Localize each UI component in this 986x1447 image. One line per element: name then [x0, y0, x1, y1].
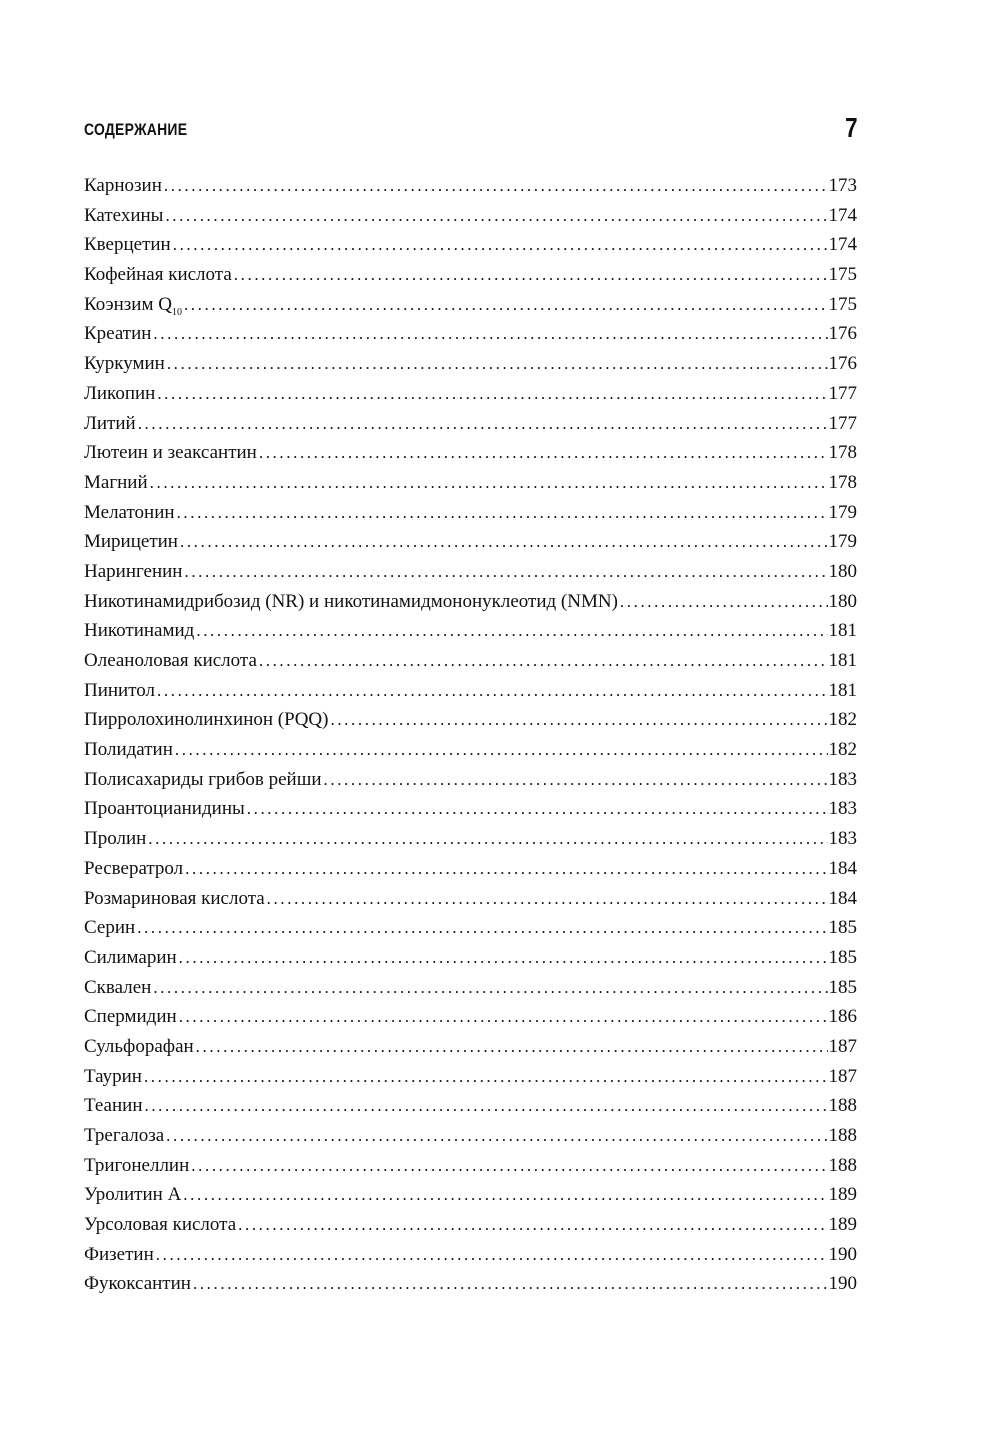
- toc-entry-title-text: Мелатонин: [84, 501, 175, 523]
- toc-entry: [84, 973, 857, 1003]
- toc-entry-page: 188: [828, 1154, 857, 1176]
- dot-leader: [179, 943, 828, 973]
- toc-entry-page: 184: [828, 887, 857, 909]
- toc-entry: [84, 260, 857, 290]
- dot-leader: [137, 913, 827, 943]
- toc-entry-page: 180: [828, 590, 857, 612]
- toc-entry-title: [84, 319, 153, 349]
- dot-leader: [167, 349, 828, 379]
- toc-entry-page: 183: [828, 798, 857, 820]
- toc-entry-title: [84, 1180, 183, 1210]
- toc-entry-title-text: Карнозин: [84, 175, 162, 196]
- toc-entry-title-text: Проантоцианидины: [84, 798, 245, 820]
- toc-entry-title-text: Катехины: [84, 204, 164, 226]
- toc-entry-page: 185: [828, 976, 857, 998]
- toc-entry-page: 185: [828, 946, 857, 968]
- toc-entry: [84, 557, 857, 587]
- dot-leader: [153, 319, 827, 349]
- toc-entry: [84, 1240, 857, 1270]
- dot-leader: [177, 498, 828, 528]
- toc-entry-page: 187: [828, 1065, 857, 1087]
- toc-entry-title-text: Силимарин: [84, 946, 177, 968]
- toc-entry-page: 185: [828, 917, 857, 939]
- toc-entry-title: [84, 1210, 238, 1240]
- toc-entry-title: [84, 1002, 179, 1032]
- dot-leader: [185, 854, 827, 884]
- toc-entry-title-text: Пирролохинолинхинон (PQQ): [84, 709, 329, 731]
- toc-entry-title-text: Урсоловая кислота: [84, 1214, 237, 1236]
- toc-entry: [84, 824, 857, 854]
- dot-leader: [175, 735, 828, 765]
- toc-entry-page: 183: [828, 828, 857, 850]
- toc-entry-title: [84, 498, 177, 528]
- dot-leader: [164, 171, 828, 201]
- dot-leader: [196, 616, 827, 646]
- toc-entry: [84, 319, 857, 349]
- dot-leader: [238, 1210, 827, 1240]
- toc-entry-title-text: Ликопин: [84, 382, 156, 404]
- dot-leader: [234, 260, 828, 290]
- toc-entry: [84, 884, 857, 914]
- toc-entry-title-text: Кверцетин: [84, 234, 171, 256]
- toc-entry-title-text: Трегалоза: [84, 1125, 165, 1146]
- toc-entry: [84, 943, 857, 973]
- toc-entry: [84, 765, 857, 795]
- dot-leader: [324, 765, 828, 795]
- dot-leader: [144, 1062, 828, 1092]
- toc-entry-title: [84, 1091, 144, 1121]
- toc-entry-title: [84, 1062, 144, 1092]
- toc-entry-page: 177: [828, 382, 857, 404]
- toc-entry-title: [84, 349, 167, 379]
- toc-entry-page: 189: [828, 1184, 857, 1206]
- toc-entry-title-text: Фукоксантин: [84, 1273, 191, 1295]
- toc-entry-title: [84, 290, 184, 320]
- toc-entry: [84, 735, 857, 765]
- chapter-title: СОДЕРЖАНИЕ: [84, 120, 188, 139]
- toc-entry-page: 181: [828, 679, 857, 701]
- toc-entry-page: 183: [828, 768, 857, 790]
- toc-entry-page: 174: [828, 204, 857, 226]
- toc-entry-page: 173: [828, 175, 857, 196]
- running-header: [84, 110, 858, 144]
- toc-entry-title: [84, 171, 164, 201]
- dot-leader: [184, 557, 827, 587]
- toc-entry-title: [84, 943, 179, 973]
- toc-entry-title: [84, 705, 330, 735]
- toc-entry-title-text: Розмариновая кислота: [84, 887, 265, 909]
- toc-entry-page: 184: [828, 857, 857, 879]
- toc-entry: [84, 1002, 857, 1032]
- dot-leader: [259, 438, 828, 468]
- toc-entry-title: [84, 230, 173, 260]
- page-number: 7: [845, 112, 858, 143]
- toc-entry-title: [84, 824, 148, 854]
- dot-leader: [247, 794, 828, 824]
- dot-leader: [165, 201, 827, 231]
- toc-entry: [84, 1091, 857, 1121]
- toc-entry-page: 181: [828, 620, 857, 642]
- toc-entry-title: [84, 468, 150, 498]
- toc-entry-title: [84, 379, 157, 409]
- toc-entry: [84, 1032, 857, 1062]
- dot-leader: [191, 1151, 827, 1181]
- dot-leader: [138, 409, 828, 439]
- dot-leader: [259, 646, 828, 676]
- table-of-contents: [84, 171, 857, 1299]
- toc-entry-title-text: Литий: [84, 412, 136, 434]
- toc-entry-title-text: Мирицетин: [84, 531, 178, 553]
- toc-entry-page: 181: [828, 650, 857, 671]
- dot-leader: [153, 973, 827, 1003]
- toc-entry-title-text: Сульфорафан: [84, 1035, 194, 1057]
- toc-entry: [84, 913, 857, 943]
- toc-entry-title-text: Серин: [84, 917, 136, 939]
- toc-entry-page: 177: [828, 412, 857, 434]
- toc-entry: [84, 201, 857, 231]
- toc-entry-page: 175: [828, 293, 857, 315]
- toc-entry-title: [84, 557, 184, 587]
- toc-entry-title-text: Никотинамидрибозид (NR) и никотинамидмононуклеотид (NMN): [84, 590, 618, 612]
- toc-entry-title: [84, 765, 324, 795]
- toc-entry-title: [84, 409, 138, 439]
- toc-entry-title: [84, 913, 137, 943]
- toc-entry-title: [84, 1151, 191, 1181]
- toc-entry-page: 188: [828, 1125, 857, 1146]
- toc-entry: [84, 290, 857, 320]
- toc-entry-title: [84, 527, 180, 557]
- toc-entry-title-text: Уролитин А: [84, 1184, 182, 1206]
- toc-entry: [84, 349, 857, 379]
- toc-entry: [84, 171, 857, 201]
- toc-entry-subscript: 10: [171, 306, 182, 318]
- toc-entry-title: [84, 616, 196, 646]
- toc-entry-page: 179: [828, 501, 857, 523]
- toc-entry-title-text: Спермидин: [84, 1006, 177, 1028]
- toc-entry-title-text: Никотинамид: [84, 620, 195, 642]
- toc-entry-title: [84, 884, 267, 914]
- toc-entry-title: [84, 973, 153, 1003]
- toc-entry-page: 175: [828, 264, 857, 286]
- toc-entry-page: 176: [828, 323, 857, 345]
- toc-entry: [84, 646, 857, 676]
- toc-entry: [84, 587, 857, 617]
- dot-leader: [173, 230, 828, 260]
- toc-entry-title: [84, 854, 185, 884]
- toc-entry: [84, 854, 857, 884]
- toc-entry-title-text: Тригонеллин: [84, 1154, 190, 1176]
- toc-entry-page: 182: [828, 739, 857, 761]
- toc-entry-title: [84, 676, 157, 706]
- toc-entry-title: [84, 260, 234, 290]
- dot-leader: [148, 824, 827, 854]
- toc-entry: [84, 438, 857, 468]
- dot-leader: [267, 884, 828, 914]
- toc-entry-title: [84, 1240, 156, 1270]
- toc-entry-page: 190: [828, 1273, 857, 1295]
- toc-entry: [84, 527, 857, 557]
- dot-leader: [193, 1269, 828, 1299]
- toc-entry-title: [84, 735, 175, 765]
- toc-entry-title-text: Пролин: [84, 828, 147, 850]
- dot-leader: [330, 705, 827, 735]
- toc-entry-title-text: Лютеин и зеаксантин: [84, 442, 257, 464]
- toc-entry: [84, 379, 857, 409]
- toc-entry-title: [84, 587, 620, 617]
- toc-entry-title-text: Полидатин: [84, 739, 173, 761]
- dot-leader: [156, 1240, 828, 1270]
- dot-leader: [620, 587, 828, 617]
- toc-entry-page: 176: [828, 353, 857, 375]
- dot-leader: [144, 1091, 827, 1121]
- dot-leader: [180, 527, 828, 557]
- toc-entry-title: [84, 201, 165, 231]
- toc-entry-title-text: Нарингенин: [84, 560, 183, 582]
- toc-entry-title: [84, 1032, 196, 1062]
- toc-entry-title: [84, 646, 259, 676]
- toc-entry-title-text: Креатин: [84, 323, 152, 345]
- toc-entry: [84, 705, 857, 735]
- toc-entry: [84, 1151, 857, 1181]
- toc-entry-page: 180: [828, 560, 857, 582]
- dot-leader: [179, 1002, 828, 1032]
- dot-leader: [150, 468, 828, 498]
- toc-entry-page: 189: [828, 1214, 857, 1236]
- dot-leader: [157, 676, 827, 706]
- dot-leader: [157, 379, 827, 409]
- toc-entry: [84, 616, 857, 646]
- dot-leader: [183, 1180, 827, 1210]
- dot-leader: [166, 1121, 827, 1151]
- toc-entry: [84, 1269, 857, 1299]
- toc-entry-title: [84, 1121, 166, 1151]
- toc-entry-page: 179: [828, 531, 857, 553]
- toc-entry-page: 188: [828, 1095, 857, 1117]
- toc-entry-title: [84, 438, 259, 468]
- toc-entry-title-text: Физетин: [84, 1243, 154, 1265]
- toc-entry-page: 182: [828, 709, 857, 731]
- toc-entry: [84, 1121, 857, 1151]
- toc-entry-title-text: Сквален: [84, 976, 152, 998]
- toc-entry: [84, 498, 857, 528]
- toc-entry-page: 178: [828, 442, 857, 464]
- toc-entry: [84, 676, 857, 706]
- dot-leader: [184, 290, 828, 320]
- toc-entry-title: [84, 794, 247, 824]
- toc-entry-title-text: Таурин: [84, 1065, 142, 1087]
- toc-entry-page: 187: [828, 1035, 857, 1057]
- toc-entry-title-text: Куркумин: [84, 353, 165, 375]
- toc-entry-page: 178: [828, 471, 857, 493]
- toc-entry: [84, 468, 857, 498]
- toc-entry: [84, 409, 857, 439]
- toc-entry-page: 190: [828, 1243, 857, 1265]
- toc-entry: [84, 1062, 857, 1092]
- toc-entry-title-text: Ресвератрол: [84, 857, 184, 879]
- toc-entry-title-text: Теанин: [84, 1095, 143, 1117]
- toc-entry-page: 174: [828, 234, 857, 256]
- toc-entry-title-text: Магний: [84, 471, 148, 493]
- toc-entry: [84, 230, 857, 260]
- toc-entry-title: [84, 1269, 193, 1299]
- toc-entry: [84, 1210, 857, 1240]
- toc-entry: [84, 794, 857, 824]
- toc-entry-page: 186: [828, 1006, 857, 1028]
- toc-entry: [84, 1180, 857, 1210]
- toc-entry-title-text: Пинитол: [84, 679, 156, 701]
- toc-entry-title-text: Полисахариды грибов рейши: [84, 768, 322, 790]
- toc-entry-title-text: Коэнзим Q: [84, 293, 172, 315]
- toc-entry-title-text: Олеаноловая кислота: [84, 650, 257, 671]
- toc-entry-title-text: Кофейная кислота: [84, 264, 232, 286]
- dot-leader: [196, 1032, 828, 1062]
